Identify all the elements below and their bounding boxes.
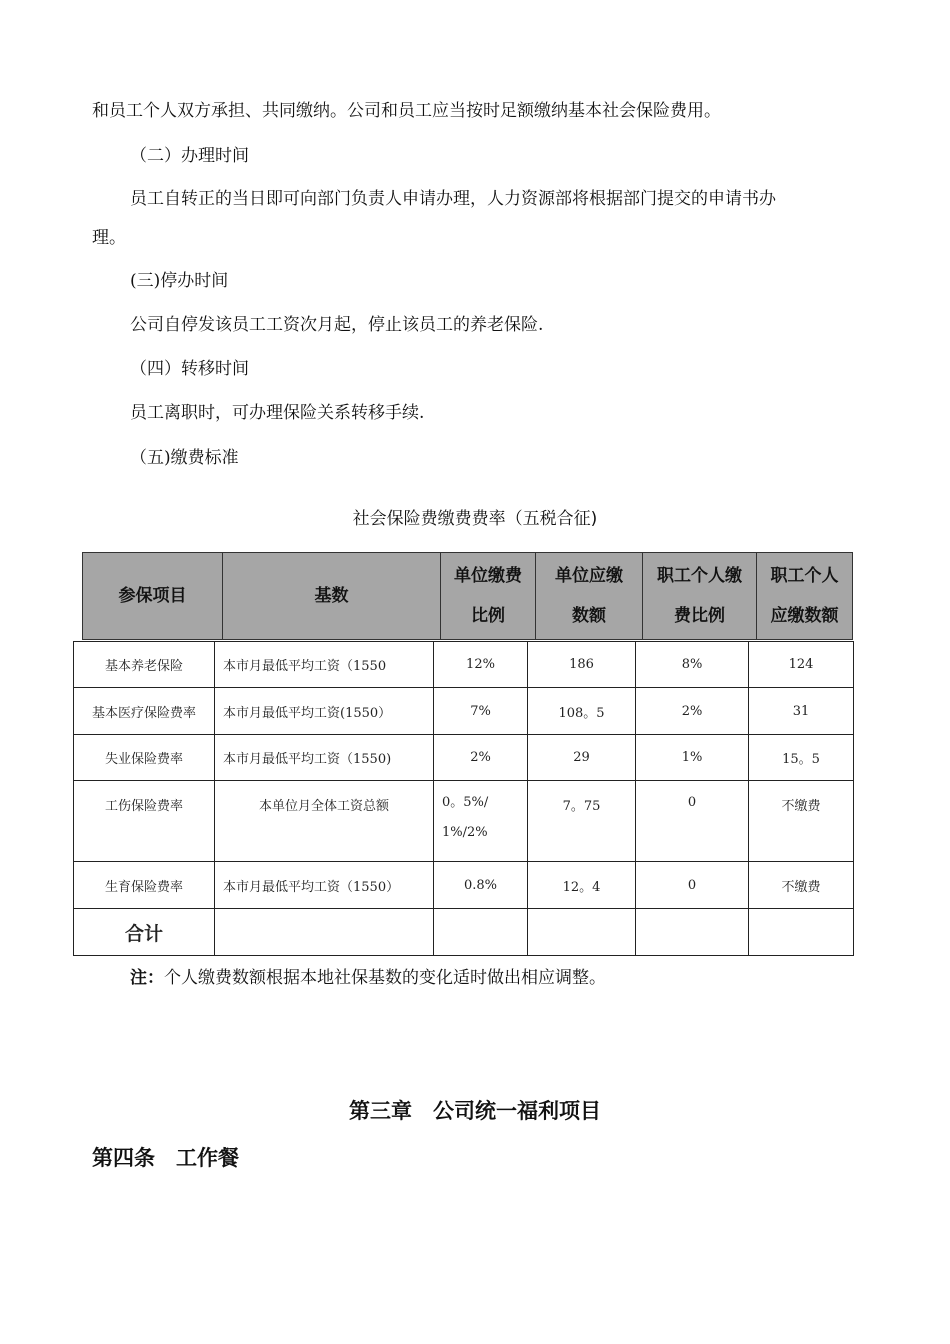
cell-base: 本市月最低平均工资（1550 <box>215 642 434 688</box>
table-row <box>74 781 854 862</box>
cell-base: 本单位月全体工资总额 <box>215 781 434 862</box>
table-note <box>130 966 606 990</box>
header-employee-amount: 职工个人 应缴数额 <box>756 552 853 640</box>
table-row <box>74 735 854 781</box>
header-unit-amount: 单位应缴 数额 <box>535 552 643 640</box>
header-item: 参保项目 <box>82 552 223 640</box>
note-label: 注： <box>130 968 164 988</box>
cell-unit-amount: 108。5 <box>528 688 636 735</box>
cell-item: 工伤保险费率 <box>74 781 215 862</box>
cell-employee-rate: 0 <box>636 862 749 909</box>
paragraph-4: 员工离职时，可办理保险关系转移手续. <box>130 403 425 423</box>
cell-base: 本市月最低平均工资（1550) <box>215 735 434 781</box>
cell-base: 本市月最低平均工资（1550） <box>215 862 434 909</box>
cell-employee-rate: 1% <box>636 735 749 781</box>
paragraph-2-line-2: 理。 <box>92 228 126 248</box>
cell-unit-amount: 12。4 <box>528 862 636 909</box>
note-text: 个人缴费数额根据本地社保基数的变化适时做出相应调整。 <box>164 968 606 988</box>
header-base: 基数 <box>222 552 441 640</box>
cell-unit-rate <box>434 781 528 862</box>
header-employee-rate: 职工个人缴 费比例 <box>642 552 757 640</box>
table-caption: 社会保险费缴费费率（五税合征) <box>352 509 598 529</box>
cell-employee-amount: 15。5 <box>749 735 854 781</box>
cell-empty <box>215 909 434 956</box>
cell-unit-amount: 186 <box>528 642 636 688</box>
cell-unit-amount: 29 <box>528 735 636 781</box>
cell-item: 基本医疗保险费率 <box>74 688 215 735</box>
table-row <box>74 862 854 909</box>
cell-unit-rate-line-1: 0。5%/ <box>442 795 489 810</box>
insurance-rate-table <box>73 641 854 956</box>
cell-employee-rate: 0 <box>636 781 749 862</box>
cell-employee-rate: 2% <box>636 688 749 735</box>
cell-employee-amount: 31 <box>749 688 854 735</box>
cell-empty <box>528 909 636 956</box>
cell-unit-amount: 7。75 <box>528 781 636 862</box>
paragraph-2-line-1: 员工自转正的当日即可向部门负责人申请办理，人力资源部将根据部门提交的申请书办 <box>130 189 776 209</box>
cell-unit-rate: 12% <box>434 642 528 688</box>
cell-employee-amount: 124 <box>749 642 854 688</box>
cell-empty <box>434 909 528 956</box>
cell-item: 生育保险费率 <box>74 862 215 909</box>
cell-unit-rate-line-2: 1%/2% <box>442 825 488 840</box>
table-row <box>74 688 854 735</box>
cell-empty <box>749 909 854 956</box>
cell-empty <box>636 909 749 956</box>
cell-employee-amount: 不缴费 <box>749 781 854 862</box>
table-total-row <box>74 909 854 956</box>
heading-processing-time: （二）办理时间 <box>130 146 249 166</box>
heading-stop-time: (三)停办时间 <box>130 271 229 291</box>
paragraph-1: 和员工个人双方承担、共同缴纳。公司和员工应当按时足额缴纳基本社会保险费用。 <box>92 101 721 121</box>
article-title: 第四条 工作餐 <box>92 1146 239 1170</box>
cell-item: 基本养老保险 <box>74 642 215 688</box>
heading-payment-standard: （五)缴费标准 <box>130 448 239 468</box>
paragraph-3: 公司自停发该员工工资次月起，停止该员工的养老保险. <box>130 315 544 335</box>
cell-item: 失业保险费率 <box>74 735 215 781</box>
cell-employee-amount: 不缴费 <box>749 862 854 909</box>
table-row <box>74 642 854 688</box>
cell-base: 本市月最低平均工资(1550） <box>215 688 434 735</box>
header-unit-rate: 单位缴费 比例 <box>440 552 536 640</box>
heading-transfer-time: （四）转移时间 <box>130 359 249 379</box>
cell-total-label: 合计 <box>74 909 215 956</box>
cell-unit-rate: 2% <box>434 735 528 781</box>
chapter-title: 第三章 公司统一福利项目 <box>349 1099 601 1123</box>
cell-employee-rate: 8% <box>636 642 749 688</box>
cell-unit-rate: 0.8% <box>434 862 528 909</box>
cell-unit-rate: 7% <box>434 688 528 735</box>
